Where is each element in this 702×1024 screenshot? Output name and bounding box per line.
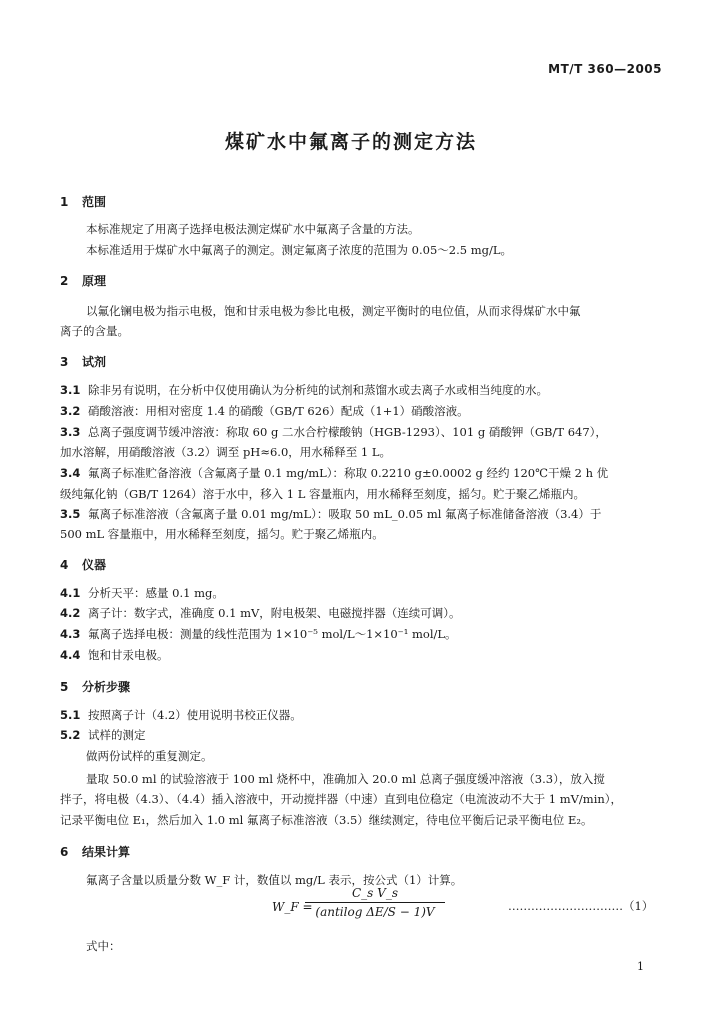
formula-denominator: (antilog ΔE/S − 1)V (315, 905, 435, 919)
section-title: 仪器 (82, 558, 107, 572)
formula-numerator: C_s V_s (305, 886, 445, 903)
paragraph-line: 氟离子含量以质量分数 W_F 计，数值以 mg/L 表示，按公式（1）计算。 (86, 873, 463, 887)
section-heading-4 (60, 556, 106, 573)
section-heading-2 (60, 272, 106, 289)
clause-text-cont: 加水溶解，用硝酸溶液（3.2）调至 pH≈6.0，用水稀释至 1 L。 (60, 445, 392, 459)
clause-text: 氟离子选择电极：测量的线性范围为 1×10⁻⁵ mol/L～1×10⁻¹ mol/L。 (88, 627, 457, 641)
section-number: 5 (60, 680, 69, 694)
section-title: 分析步骤 (82, 680, 131, 694)
clause-4-3 (60, 626, 660, 642)
paragraph-line: 拌子，将电极（4.3）、（4.4）插入溶液中，开动搅拌器（中速）直到电位稳定（电流波动不大于 1 mV/min）， (60, 792, 623, 806)
section-number: 3 (60, 355, 69, 369)
clause-text: 按照离子计（4.2）使用说明书校正仪器。 (88, 708, 302, 722)
paragraph-line: 量取 50.0 ml 的试验溶液于 100 ml 烧杯中，准确加入 20.0 ml 总离子强度缓冲溶液（3.3），放入搅 (86, 772, 605, 786)
section-number: 4 (60, 558, 69, 572)
clause-4-4 (60, 647, 660, 663)
clause-text-cont: 500 mL 容量瓶中，用水稀释至刻度，摇匀。贮于聚乙烯瓶内。 (60, 527, 384, 541)
clause-4-1 (60, 585, 660, 601)
standard-code: MT/T 360—2005 (548, 62, 662, 76)
formula-fraction (305, 886, 445, 919)
clause-text-cont: 级纯氟化钠（GB/T 1264）溶于水中，移入 1 L 容量瓶内，用水稀释至刻度，摇匀。贮于聚乙烯瓶内。 (60, 487, 586, 501)
clause-3-2 (60, 403, 660, 419)
document-title: 煤矿水中氟离子的测定方法 (224, 131, 477, 153)
clause-text: 饱和甘汞电极。 (88, 648, 169, 662)
where-label: 式中： (86, 939, 121, 953)
clause-5-1 (60, 707, 660, 723)
clause-5-2 (60, 727, 660, 743)
paragraph-line: 做两份试样的重复测定。 (86, 749, 213, 763)
clause-3-5 (60, 506, 660, 522)
clause-3-3 (60, 424, 660, 440)
paragraph-line: 本标准适用于煤矿水中氟离子的测定。测定氟离子浓度的范围为 0.05～2.5 mg/L。 (86, 243, 512, 257)
section-heading-1 (60, 193, 106, 210)
clause-number: 4.4 (60, 648, 81, 662)
clause-number: 3.2 (60, 404, 81, 418)
clause-text: 离子计：数字式，准确度 0.1 mV，附电极架、电磁搅拌器（连续可调）。 (88, 606, 461, 620)
paragraph-line: 离子的含量。 (60, 324, 129, 338)
clause-text: 硝酸溶液：用相对密度 1.4 的硝酸（GB/T 626）配成（1+1）硝酸溶液。 (88, 404, 469, 418)
clause-text: 氟离子标准贮备溶液（含氟离子量 0.1 mg/mL）：称取 0.2210 g±0.0002 g 经约 120℃干燥 2 h 优 (88, 466, 609, 480)
section-title: 结果计算 (82, 845, 131, 859)
clause-number: 4.3 (60, 627, 81, 641)
section-heading-5 (60, 678, 130, 695)
section-number: 2 (60, 274, 69, 288)
section-heading-6 (60, 843, 130, 860)
clause-number: 3.3 (60, 425, 81, 439)
clause-number: 5.2 (60, 728, 81, 742)
section-title: 试剂 (82, 355, 107, 369)
clause-text: 氟离子标准溶液（含氟离子量 0.01 mg/mL）：吸取 50 mL_0.05 ml 氟离子标准储备溶液（3.4）于 (88, 507, 602, 521)
clause-number: 3.4 (60, 466, 81, 480)
clause-3-1 (60, 382, 660, 398)
page-number: 1 (637, 960, 644, 973)
clause-text: 除非另有说明，在分析中仅使用确认为分析纯的试剂和蒸馏水或去离子水或相当纯度的水。 (88, 383, 548, 397)
section-heading-3 (60, 353, 106, 370)
section-title: 范围 (82, 195, 107, 209)
paragraph-line: 以氟化镧电极为指示电极，饱和甘汞电极为参比电极，测定平衡时的电位值，从而求得煤矿水中氟 (86, 304, 581, 318)
clause-number: 3.1 (60, 383, 81, 397)
clause-3-4 (60, 465, 660, 481)
formula-lhs: W_F = (272, 900, 313, 914)
clause-text: 试样的测定 (88, 728, 146, 742)
section-title: 原理 (82, 274, 107, 288)
clause-number: 3.5 (60, 507, 81, 521)
clause-4-2 (60, 605, 660, 621)
paragraph-line: 本标准规定了用离子选择电极法测定煤矿水中氟离子含量的方法。 (86, 222, 420, 236)
clause-number: 4.2 (60, 606, 81, 620)
clause-text: 总离子强度调节缓冲溶液：称取 60 g 二水合柠檬酸钠（HGB-1293）、101 g 硝酸钾（GB/T 647）， (88, 425, 607, 439)
clause-number: 5.1 (60, 708, 81, 722)
section-number: 1 (60, 195, 69, 209)
formula-number: …………………………（1） (508, 899, 654, 913)
clause-number: 4.1 (60, 586, 81, 600)
clause-text: 分析天平：感量 0.1 mg。 (88, 586, 224, 600)
section-number: 6 (60, 845, 69, 859)
paragraph-line: 记录平衡电位 E₁，然后加入 1.0 ml 氟离子标准溶液（3.5）继续测定，待电位平衡后记录平衡电位 E₂。 (60, 813, 593, 827)
